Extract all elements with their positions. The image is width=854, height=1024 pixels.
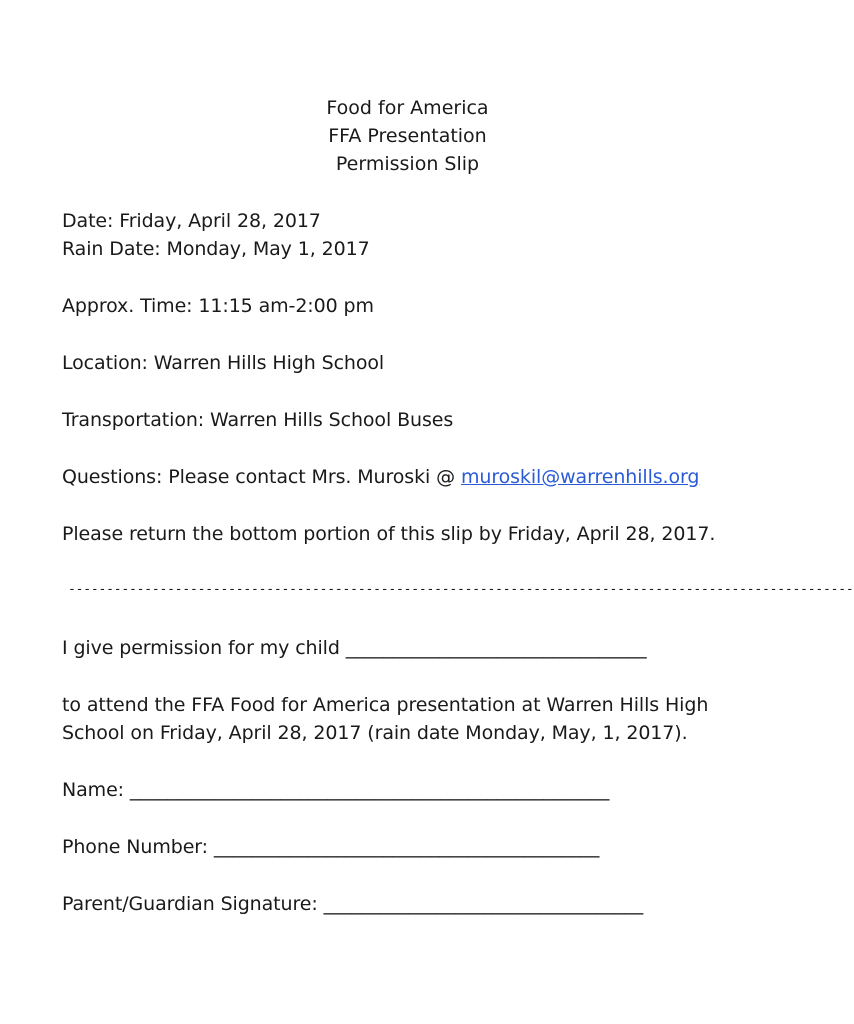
transportation: Transportation: Warren Hills School Buses	[62, 409, 454, 431]
cut-line-separator: -------------------------------------------------------------------------------------------------------	[68, 582, 854, 597]
phone-field-line: Phone Number: _________________________________________	[62, 836, 600, 858]
return-note: Please return the bottom portion of this slip by Friday, April 28, 2017.	[62, 523, 716, 545]
permission-line: I give permission for my child ________________________________	[62, 637, 647, 659]
title-line-3: Permission Slip	[335, 153, 480, 175]
questions-text: Questions: Please contact Mrs. Muroski @	[62, 466, 461, 488]
signature-field-line: Parent/Guardian Signature: __________________________________	[62, 893, 644, 915]
title-line-2: FFA Presentation	[328, 125, 487, 147]
location: Location: Warren Hills High School	[62, 352, 385, 374]
title-line-1: Food for America	[326, 97, 489, 119]
name-field-line: Name: ___________________________________________________	[62, 779, 610, 801]
questions-line	[62, 463, 699, 491]
approx-time: Approx. Time: 11:15 am-2:00 pm	[62, 295, 374, 317]
event-date: Date: Friday, April 28, 2017	[62, 210, 321, 232]
contact-email-link[interactable]: muroskil@warrenhills.org	[460, 466, 700, 488]
attend-text-line-2: School on Friday, April 28, 2017 (rain date Monday, May, 1, 2017).	[62, 722, 688, 744]
attend-text-line-1: to attend the FFA Food for America presentation at Warren Hills High	[62, 694, 709, 716]
rain-date: Rain Date: Monday, May 1, 2017	[62, 238, 370, 260]
